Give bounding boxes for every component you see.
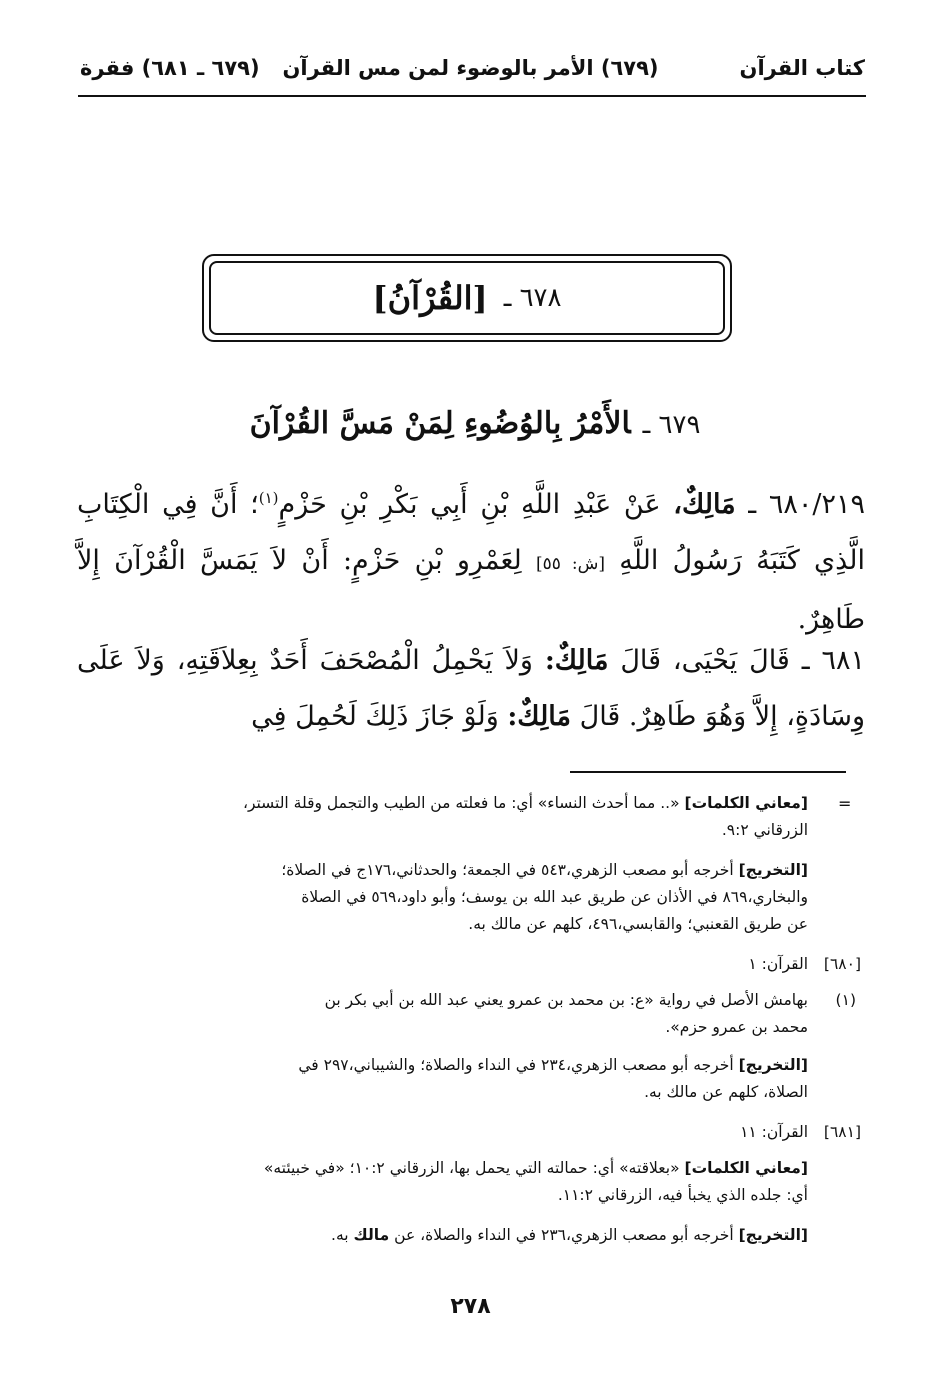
page-number: ٢٧٨ <box>450 1294 491 1319</box>
footnote-line <box>558 1182 808 1209</box>
hadith-text: ؛ أَنَّ فِي الْكِتَابِ الَّذِي كَتَبَهُ رَسُولُ اللَّهِ <box>77 489 865 576</box>
narrator-name: مَالِكٌ: <box>544 645 609 676</box>
footnote-text: أي: جلده الذي يخبأ فيه، الزرقاني ١١:٢. <box>557 1186 808 1204</box>
hadith-text: لِعَمْرِو بْنِ حَزْمٍ: أَنْ لاَ يَمَسَّ الْقُرْآنَ إِلاَّ طَاهِرٌ. <box>77 545 865 635</box>
footnote-ref: (١) <box>258 489 279 507</box>
hadith-text: وَلَوْ جَازَ ذَلِكَ لَحُمِلَ فِي <box>251 701 499 732</box>
footnote-text: والبخاري،٨٦٩ في الأذان عن طريق عبد الله بن يوسف؛ وأبو داود،٥٦٩ في الصلاة <box>301 888 808 906</box>
hadith-number: ٦٨٠/٢١٩ ـ <box>748 489 865 520</box>
footnote-ref-label: [٦٨١] <box>823 1123 861 1141</box>
footnote-line <box>468 911 808 938</box>
footnote-line: محمد بن عمرو حزم». <box>665 1018 808 1036</box>
narrator-name: مالك <box>353 1226 390 1244</box>
footnote-line <box>298 1052 808 1079</box>
section-number: ٦٧٨ ـ <box>503 283 562 313</box>
header-paragraph-range: (٦٧٩ ـ ٦٨١) فقرة <box>80 56 260 80</box>
takhrij-label: [التخريج] <box>738 1056 808 1074</box>
hadith-680 <box>77 470 865 648</box>
footnote-text: أخرجه أبو مصعب الزهري،٢٣٦ في النداء والصلاة، عن <box>394 1226 734 1244</box>
footnote-text: الصلاة، كلهم عن مالك به. <box>644 1083 808 1101</box>
hadith-text: وَلاَ يَحْمِلُ الْمُصْحَفَ أَحَدٌ بِعِلاَقَتِهِ، وَلاَ عَلَى وِسَادَةٍ، إِلاَّ وَهُوَ طَاهِرٌ. قَالَ <box>77 645 865 732</box>
takhrij-label: [التخريج] <box>738 1226 808 1244</box>
hadith-681 <box>77 633 865 745</box>
footnote-line: القرآن: ١ <box>748 955 808 973</box>
footnote-text: عن طريق القعنبي؛ والقابسي،٤٩٦، كلهم عن مالك به. <box>468 915 808 933</box>
chapter-heading <box>80 406 870 441</box>
section-title: [القُرْآنُ] <box>372 279 488 317</box>
footnote-line <box>264 1155 808 1182</box>
chapter-title: الأَمْرُ بِالوُضُوءِ لِمَنْ مَسَّ القُرْآنَ <box>249 406 631 441</box>
footnote-line <box>281 857 808 884</box>
footnote-ref-label: [٦٨٠] <box>823 955 861 973</box>
footnote-line <box>722 817 808 844</box>
meanings-label: [معاني الكلمات] <box>684 1159 808 1177</box>
takhrij-label: [التخريج] <box>738 861 808 879</box>
section-title-box <box>202 254 732 342</box>
hadith-text: قَالَ يَحْيَى، قَالَ <box>620 645 790 676</box>
footnote-text: «.. مما أحدث النساء» أي: ما فعلته من الطيب والتجمل وقلة التستر، <box>242 794 680 812</box>
footnote-line <box>644 1079 808 1106</box>
footnote-separator <box>570 771 846 773</box>
header-book-title: كتاب القرآن <box>739 56 865 80</box>
footnote-text: أخرجه أبو مصعب الزهري،٥٤٣ في الجمعة؛ والحدثاني،١٧٦ج في الصلاة؛ <box>281 861 734 879</box>
narrator-name: مَالِكٌ، <box>673 489 736 520</box>
footnote-line <box>301 884 808 911</box>
chapter-number: ٦٧٩ ـ <box>642 410 701 440</box>
hadith-text: عَنْ عَبْدِ اللَّهِ بْنِ أَبِي بَكْرِ بْنِ حَزْمٍ <box>278 489 661 520</box>
sheet-marker: [ش: ٥٥] <box>535 554 606 574</box>
footnote-line: القرآن: ١١ <box>740 1123 808 1141</box>
header-rule <box>78 95 866 97</box>
footnote-text: «بعلاقته» أي: حمالته التي يحمل بها، الزرقاني ١٠:٢؛ «في خبيئته» <box>263 1159 680 1177</box>
header-chapter-title: (٦٧٩) الأمر بالوضوء لمن مس القرآن <box>282 56 659 80</box>
footnote-text: الزرقاني ٩:٢. <box>721 821 808 839</box>
hadith-number: ٦٨١ ـ <box>801 645 865 676</box>
footnote-text: به. <box>331 1226 349 1244</box>
footnote-line: بهامش الأصل في رواية «ع: بن محمد بن عمرو يعني عبد الله بن أبي بكر بن <box>324 991 808 1009</box>
footnote-line <box>331 1222 808 1249</box>
meanings-label: [معاني الكلمات] <box>684 794 808 812</box>
footnote-marker: (١) <box>835 991 856 1009</box>
footnote-line <box>243 790 808 817</box>
continuation-marker: = <box>838 794 852 813</box>
footnote-text: أخرجه أبو مصعب الزهري،٢٣٤ في النداء والصلاة؛ والشيباني،٢٩٧ في <box>298 1056 734 1074</box>
narrator-name: مَالِكٌ: <box>507 701 571 732</box>
